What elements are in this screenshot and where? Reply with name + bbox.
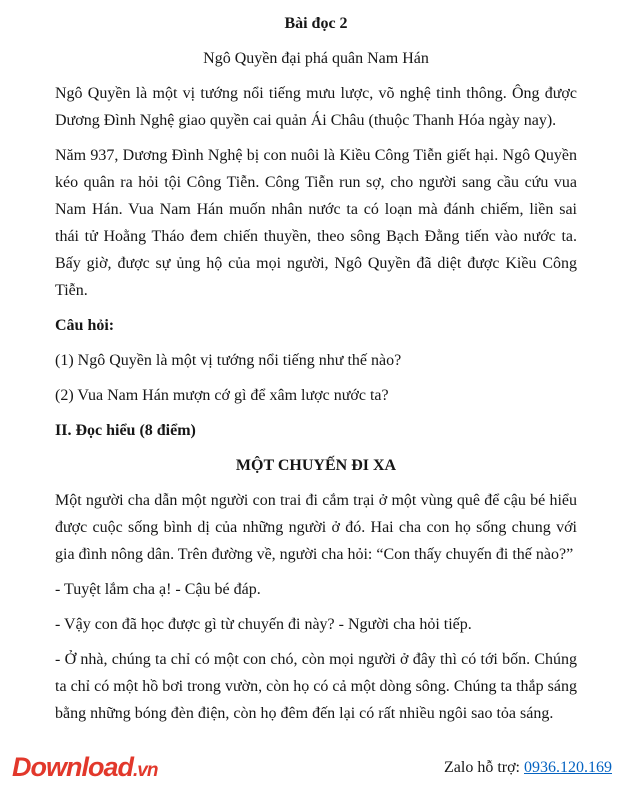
paragraph-3: Một người cha dẫn một người con trai đi cắm trại ở một vùng quê để cậu bé hiểu được cuộc sống bình dị của những người ở đó. Hai cha con họ sống chung với gia đình nông dân. Trên đường về, người cha hỏi: “Con thấy chuyến đi thế nào?”	[55, 492, 577, 563]
support-phone-link[interactable]: 0936.120.169	[524, 758, 612, 776]
page-footer	[0, 754, 632, 781]
logo-text-vn: .vn	[133, 760, 158, 781]
questions-heading: Câu hỏi:	[55, 317, 115, 334]
question-1: (1) Ngô Quyền là một vị tướng nổi tiếng như thế nào?	[55, 352, 402, 369]
question-2: (2) Vua Nam Hán mượn cớ gì để xâm lược nước ta?	[55, 387, 389, 404]
passage-title-1: Ngô Quyền đại phá quân Nam Hán	[203, 50, 429, 67]
paragraph-2: Năm 937, Dương Đình Nghệ bị con nuôi là Kiều Công Tiễn giết hại. Ngô Quyền kéo quân ra hỏi tội Công Tiễn. Công Tiễn run sợ, cho người sang cầu cứu vua Nam Hán. Vua Nam Hán muốn nhân nước ta có loạn mà đánh chiếm, liền sai thái tử Hoằng Tháo đem chiến thuyền, theo sông Bạch Đằng tiến vào nước ta. Bấy giờ, được sự ủng hộ của mọi người, Ngô Quyền đã diệt được Kiều Công Tiễn.	[55, 147, 577, 299]
dialogue-line-1: - Tuyệt lắm cha ạ! - Cậu bé đáp.	[55, 581, 261, 598]
paragraph-4: - Ở nhà, chúng ta chỉ có một con chó, còn mọi người ở đây thì có tới bốn. Chúng ta chỉ có một hồ bơi trong vườn, còn họ có cả một dòng sông. Chúng ta thắp sáng bằng những bóng đèn điện, còn họ đêm đến lại có rất nhiều ngôi sao tỏa sáng.	[55, 651, 577, 722]
passage-title-2: MỘT CHUYẾN ĐI XA	[235, 457, 397, 474]
dialogue-line-2: - Vậy con đã học được gì từ chuyến đi này? - Người cha hỏi tiếp.	[55, 616, 472, 633]
section-heading: II. Đọc hiểu (8 điểm)	[55, 422, 196, 439]
zalo-support	[444, 759, 612, 777]
downloadvn-logo[interactable]	[12, 754, 157, 781]
lesson-heading: Bài đọc 2	[284, 15, 348, 32]
paragraph-1: Ngô Quyền là một vị tướng nổi tiếng mưu lược, võ nghệ tinh thông. Ông được Dương Đình Nghệ giao quyền cai quản Ái Châu (thuộc Thanh Hóa ngày nay).	[55, 85, 577, 129]
logo-text-download: Download	[12, 752, 133, 782]
zalo-support-label: Zalo hỗ trợ:	[444, 758, 524, 776]
